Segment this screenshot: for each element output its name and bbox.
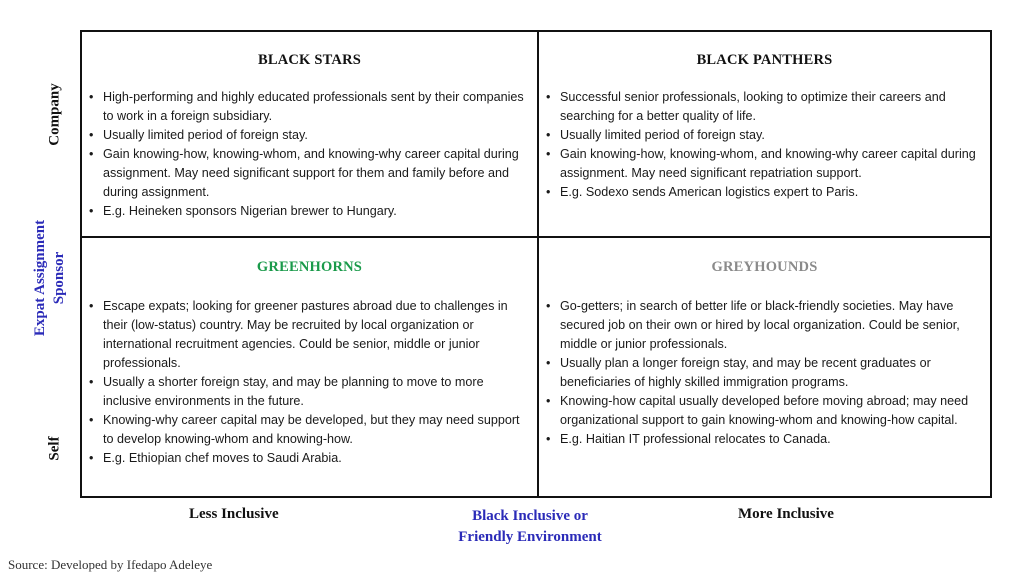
quadrant-title: GREENHORNS <box>256 259 363 275</box>
y-axis-company-label: Company <box>46 83 63 146</box>
x-axis-title-line2: Friendly Environment <box>458 529 602 545</box>
bullet-list <box>88 88 531 221</box>
quadrant-greenhorns <box>82 238 537 496</box>
bullet-item: • Gain knowing-how, knowing-whom, and knowing-why career capital during assignment. May need significant support for them and family before and during assignment. <box>88 145 531 202</box>
bullet-item: • Usually a shorter foreign stay, and may be planning to move to more inclusive environments in the future. <box>88 373 531 411</box>
bullet-item: • Successful senior professionals, looking to optimize their careers and searching for a better quality of life. <box>545 88 984 126</box>
bullet-item: • E.g. Heineken sponsors Nigerian brewer to Hungary. <box>88 202 531 221</box>
quadrant-greyhounds <box>539 238 990 496</box>
x-axis-less-inclusive-label: Less Inclusive <box>189 506 279 522</box>
bullet-item: • E.g. Ethiopian chef moves to Saudi Arabia. <box>88 449 531 468</box>
y-axis-title-line1: Expat Assignment <box>32 219 48 337</box>
quadrant-matrix <box>80 30 992 498</box>
bullet-item: • Knowing-how capital usually developed before moving abroad; may need organizational support to gain knowing-whom and knowing-how capital. <box>545 392 984 430</box>
bullet-list <box>88 297 531 468</box>
bullet-item: • E.g. Haitian IT professional relocates to Canada. <box>545 430 984 449</box>
bullet-item: • Usually limited period of foreign stay. <box>88 126 531 145</box>
bullet-list <box>545 297 984 449</box>
x-axis-title-line1: Black Inclusive or <box>472 508 588 524</box>
source-caption: Source: Developed by Ifedapo Adeleye <box>8 557 213 572</box>
bullet-item: • Usually plan a longer foreign stay, and may be recent graduates or beneficiaries of highly skilled immigration programs. <box>545 354 984 392</box>
y-axis-title <box>31 198 69 358</box>
bullet-item: • Usually limited period of foreign stay. <box>545 126 984 145</box>
y-axis-self-label: Self <box>46 436 63 461</box>
bullet-item: • High-performing and highly educated professionals sent by their companies to work in a foreign subsidiary. <box>88 88 531 126</box>
bullet-item: • E.g. Sodexo sends American logistics expert to Paris. <box>545 183 984 202</box>
bullet-item: • Knowing-why career capital may be developed, but they may need support to develop knowing-whom and knowing-how. <box>88 411 531 449</box>
quadrant-title: BLACK PANTHERS <box>696 52 833 68</box>
quadrant-title: GREYHOUNDS <box>711 259 818 275</box>
y-axis-title-line2: Sponsor <box>51 251 67 305</box>
quadrant-black-stars <box>82 32 537 236</box>
bullet-item: • Escape expats; looking for greener pastures abroad due to challenges in their (low-status) country. May be recruited by local organization or international recruitment agencies. Could be senior, middle or junior professionals. <box>88 297 531 373</box>
bullet-item: • Gain knowing-how, knowing-whom, and knowing-why career capital during assignment. May need significant repatriation support. <box>545 145 984 183</box>
bullet-item: • Go-getters; in search of better life or black-friendly societies. May have secured job on their own or hired by local organization. Could be senior, middle or junior professionals. <box>545 297 984 354</box>
x-axis-title <box>430 506 630 548</box>
x-axis-more-inclusive-label: More Inclusive <box>738 506 834 522</box>
bullet-list <box>545 88 984 202</box>
quadrant-title: BLACK STARS <box>257 52 362 68</box>
quadrant-black-panthers <box>539 32 990 236</box>
